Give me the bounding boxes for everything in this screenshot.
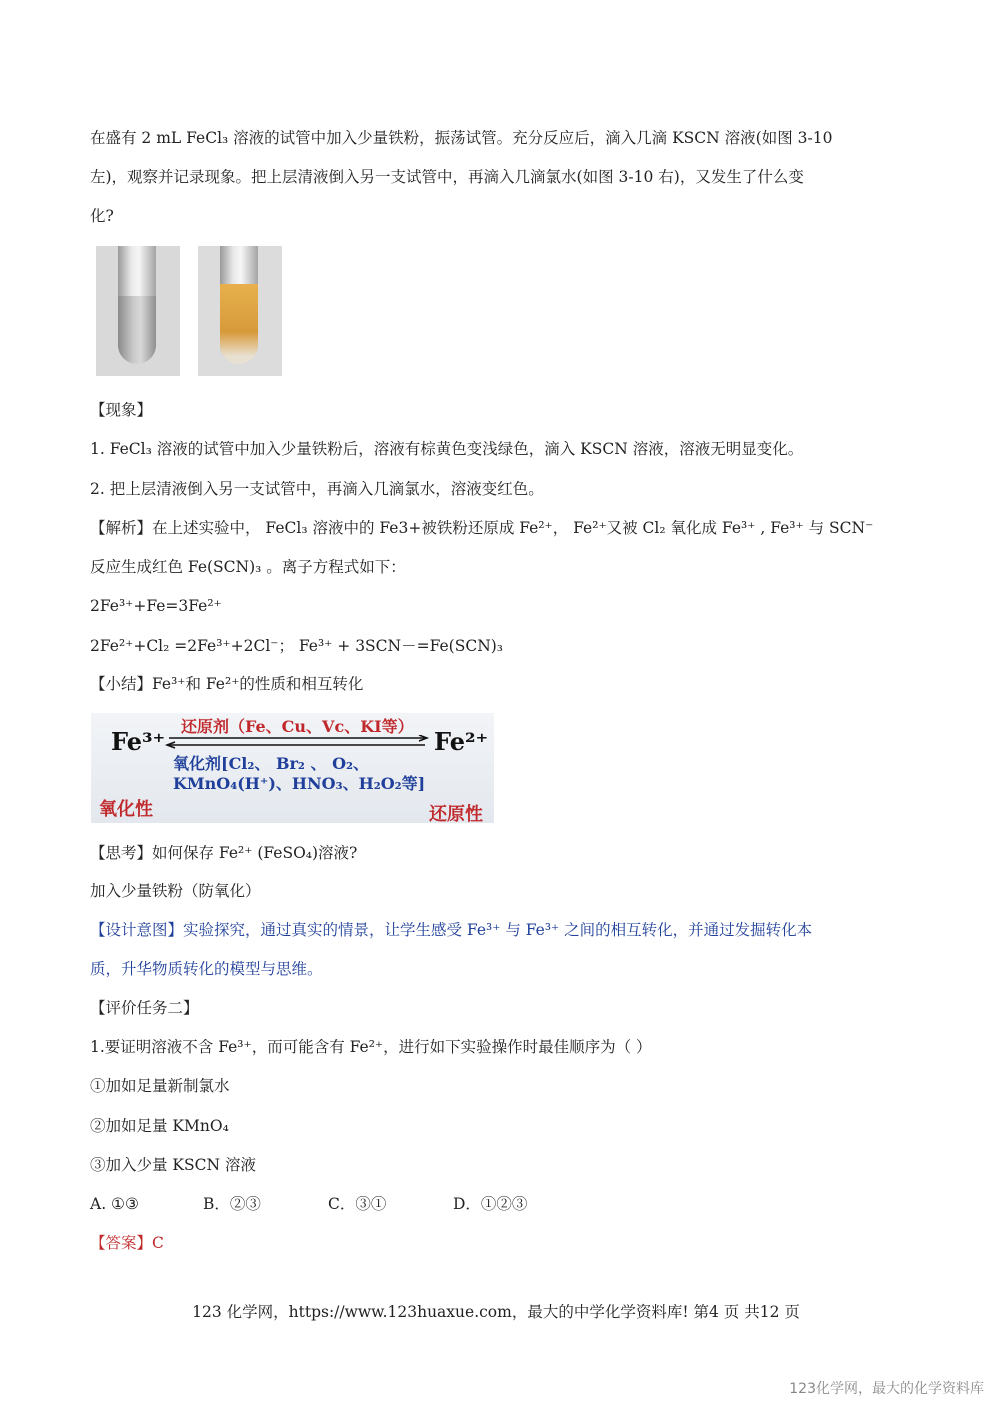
task-option-3: ③加入少量 KSCN 溶液 <box>90 1156 256 1174</box>
choice-d: D．①②③ <box>453 1195 528 1213</box>
design-intent-line-2: 质，升华物质转化的模型与思维。 <box>90 960 323 978</box>
equation-1: 2Fe³⁺+Fe=3Fe²⁺ <box>90 597 222 615</box>
test-tube-photo-right <box>198 246 282 376</box>
intro-line-1: 在盛有 2 mL FeCl₃ 溶液的试管中加入少量铁粉，振荡试管。充分反应后，滴入几滴 KSCN 溶液(如图 3-10 <box>90 129 833 147</box>
choice-b: B．②③ <box>203 1195 261 1213</box>
reducing-label: 还原性 <box>429 804 483 825</box>
phenomenon-item-2: 2. 把上层清液倒入另一支试管中，再滴入几滴氯水，溶液变红色。 <box>90 480 544 498</box>
choice-a: A. ①③ <box>90 1195 139 1213</box>
choice-c: C．③① <box>328 1195 387 1213</box>
analysis-line-1: 【解析】在上述实验中， FeCl₃ 溶液中的 Fe3+被铁粉还原成 Fe²⁺， Fe²⁺又被 Cl₂ 氧化成 Fe³⁺ , Fe³⁺ 与 SCN⁻ <box>90 519 874 537</box>
test-tube-photo-left <box>96 246 180 376</box>
page-footer: 123 化学网，https://www.123huaxue.com，最大的中学化学资料库! 第4 页 共12 页 <box>192 1303 800 1321</box>
reaction-arrows <box>163 735 431 749</box>
reducer-label: 还原剂（Fe、Cu、Vc、KI等） <box>181 717 414 736</box>
task-question: 1.要证明溶液不含 Fe³⁺，而可能含有 Fe²⁺，进行如下实验操作时最佳顺序为（ ） <box>90 1038 652 1056</box>
oxidizer-line-1: 氧化剂[Cl₂、 Br₂ 、 O₂、 <box>173 754 370 773</box>
equation-2: 2Fe²⁺+Cl₂ =2Fe³⁺+2Cl⁻； Fe³⁺ + 3SCN－=Fe(SCN)₃ <box>90 637 504 655</box>
think-question: 【思考】如何保存 Fe²⁺ (FeSO₄)溶液? <box>90 844 358 862</box>
intro-line-2: 左)，观察并记录现象。把上层清液倒入另一支试管中，再滴入几滴氯水(如图 3-10 右)，又发生了什么变 <box>90 168 804 186</box>
phenomenon-heading: 【现象】 <box>90 401 153 419</box>
fe3-ion-label: Fe³⁺ <box>111 727 166 756</box>
analysis-line-2: 反应生成红色 Fe(SCN)₃ 。离子方程式如下： <box>90 558 406 576</box>
task-heading: 【评价任务二】 <box>90 999 199 1017</box>
intro-line-3: 化? <box>90 207 114 225</box>
fe2-ion-label: Fe²⁺ <box>434 727 489 756</box>
watermark: 123化学网，最大的化学资料库 <box>789 1381 984 1397</box>
oxidizer-line-2: KMnO₄(H⁺)、HNO₃、H₂O₂等] <box>173 774 426 793</box>
fe-conversion-diagram <box>91 713 494 823</box>
task-option-2: ②加如足量 KMnO₄ <box>90 1117 229 1135</box>
answer: 【答案】C <box>90 1234 164 1252</box>
summary-heading: 【小结】Fe³⁺和 Fe²⁺的性质和相互转化 <box>90 675 364 693</box>
think-answer: 加入少量铁粉（防氧化） <box>90 882 261 900</box>
oxidizing-label: 氧化性 <box>99 799 153 820</box>
task-option-1: ①加如足量新制氯水 <box>90 1077 230 1095</box>
phenomenon-item-1: 1. FeCl₃ 溶液的试管中加入少量铁粉后，溶液有棕黄色变浅绿色，滴入 KSCN 溶液，溶液无明显变化。 <box>90 440 804 458</box>
design-intent-line-1: 【设计意图】实验探究，通过真实的情景，让学生感受 Fe³⁺ 与 Fe³⁺ 之间的相互转化，并通过发掘转化本 <box>90 921 813 939</box>
